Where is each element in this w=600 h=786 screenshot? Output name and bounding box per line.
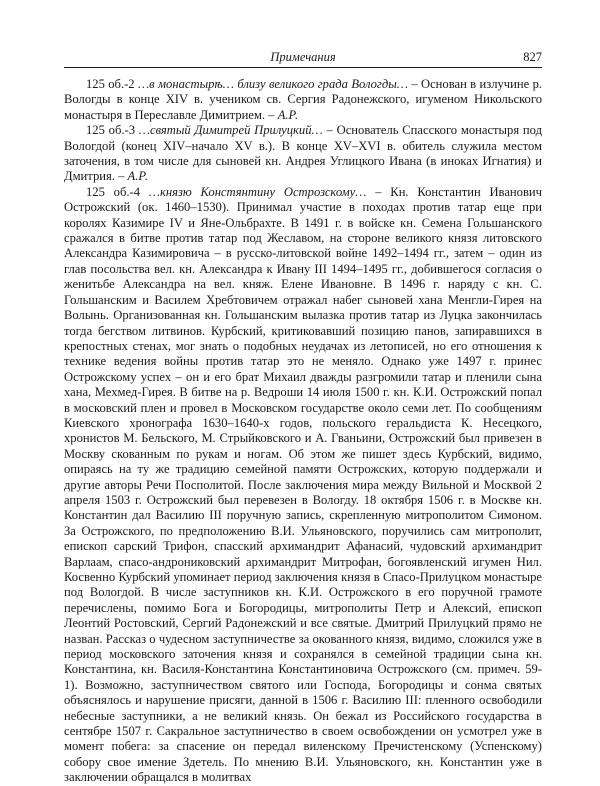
running-title: Примечания <box>270 50 336 64</box>
page-number: 827 <box>523 50 542 64</box>
notes-body <box>64 77 542 786</box>
note-author: А.Р. <box>277 107 299 122</box>
note-ref: 125 об.-3 <box>86 123 136 138</box>
note-lemma: …в монастырѣ… близу великого града Вологды… <box>137 77 408 91</box>
page-header <box>64 0 542 64</box>
header-rule <box>64 67 542 68</box>
note-ref: 125 об.-4 <box>86 184 140 199</box>
note-text: – Основатель Спасского монастыря под Вологдой (конец XIV–начало XV в.). В конце XV–XVI в. обитель служила местом заточения, в том числе для сыновей кн. Андрея Углицкого Ивана (в иноках Игнатия) и Дмитрия. – <box>64 123 542 184</box>
note-lemma: …святый Димитрей Прилуцкий… <box>138 123 323 138</box>
note-lemma: …князю Констянтину Острозскому… <box>148 184 367 199</box>
note-text: – Кн. Константин Иванович Острожский (ок. 1460–1530). Принимал участие в походах против татар еще при королях Казимире IV и Яне-Ольбрахте. В 1491 г. в войске кн. Семена Гольшанского сражался в битве против татар под Жеславом, на стороне великого князя литовского Александра Казимировича – в русско-литовской войне 1492–1494 гг., затем – один из глав посольства вел. кн. Александра к Ивану III 1494–1495 гг., добившегося согласия о женитьбе Александра на вел. княж. Елене Ивановне. В 1496 г. наряду с кн. С. Гольшанским и Василем Хребтовичем отражал набег сыновей хана Менгли-Гирея на Волынь. Организованная кн. Гольшанским вылазка против татар из Луцка закончилась тогда бегством литвинов. Курбский, критиковавший позицию панов, запиравшихся в крепостных стенах, мог знать о подобных неудачах из летописей, но его отношения к технике ведения войны против татар это не меняло. Однако уже 1497 г. принес Острожскому успех – он и его брат Михаил дважды разгромили татар и пленили сына хана, Мехмед-Гирея. В битве на р. Ведроши 14 июля 1500 г. кн. К.И. Острожский попал в московский плен и провел в Московском государстве около семи лет. По сообщениям Киевского хронографа 1630–1640-х годов, польского геральдиста К. Несецкого, хронистов М. Бельского, М. Стрыйковского и А. Гваньини, Острожский был привезен в Москву скованным по рукам и ногам. Об этом же пишет здесь Курбский, видимо, опираясь на ту же традицию семейной памяти Острожских, которую поддержали и другие авторы Речи Посполитой. После заключения мира между Вильной и Москвой 2 апреля 1503 г. Острожский был перевезен в Вологду. 18 октября 1506 г. в Москве кн. Константин дал Василию III поручную запись, скрепленную митрополитом Симоном. За Острожского, по предположению В.И. Ульяновского, поручились сам митрополит, епископ сарский Трифон, спасский архимандрит Афанасий, чудовский архимандрит Варлаам, спасо-андрониковский архимандрит Митрофан, богоявленский игумен Нил. Косвенно Курбский упоминает период заключения князя в Спасо-Прилуцком монастыре под Вологдой. В числе заступников кн. К.И. Острожского в его поручной грамоте перечислены, помимо Бога и Богородицы, митрополиты Петр и Алексий, епископ Леонтий Ростовский, Сергий Радонежский и все святые. Дмитрий Прилуцкий прямо не назван. Рассказ о чудесном заступничестве за окованного князя, видимо, сложился уже в период московского заточения князя и сохранялся в семейной традиции сына кн. Константина, кн. Василя-Константина Константиновича Острожского (см. примеч. 59-1). Возможно, заступничеством святого или Господа, Богородицы и сонма святых объяснялось и нарушение присяги, данной в 1506 г. Василию III: пленного освободили небесные заступники, а не великий князь. Он бежал из Российского государства в сентябре 1507 г. Сакральное заступничество в своем освобождении он усмотрел уже в момент побега: за спасение он передал виленскому Пречистенскому (Успенскому) собору свое имение Здетель. По мнению В.И. Ульяновского, кн. Константин уже в заключении обращался в молитвах <box>64 184 542 785</box>
note-author: А.Р. <box>127 169 148 184</box>
note-125-ob-3 <box>64 123 542 185</box>
note-125-ob-2 <box>64 77 542 123</box>
note-text: – Основан в излучине р. Вологды в конце XIV в. учеником св. Сергия Радонежского, игуменом Никольского монастыря в Переславле Димитрием. – <box>64 77 543 122</box>
note-125-ob-4 <box>64 185 542 786</box>
note-ref: 125 об.-2 <box>86 77 135 91</box>
